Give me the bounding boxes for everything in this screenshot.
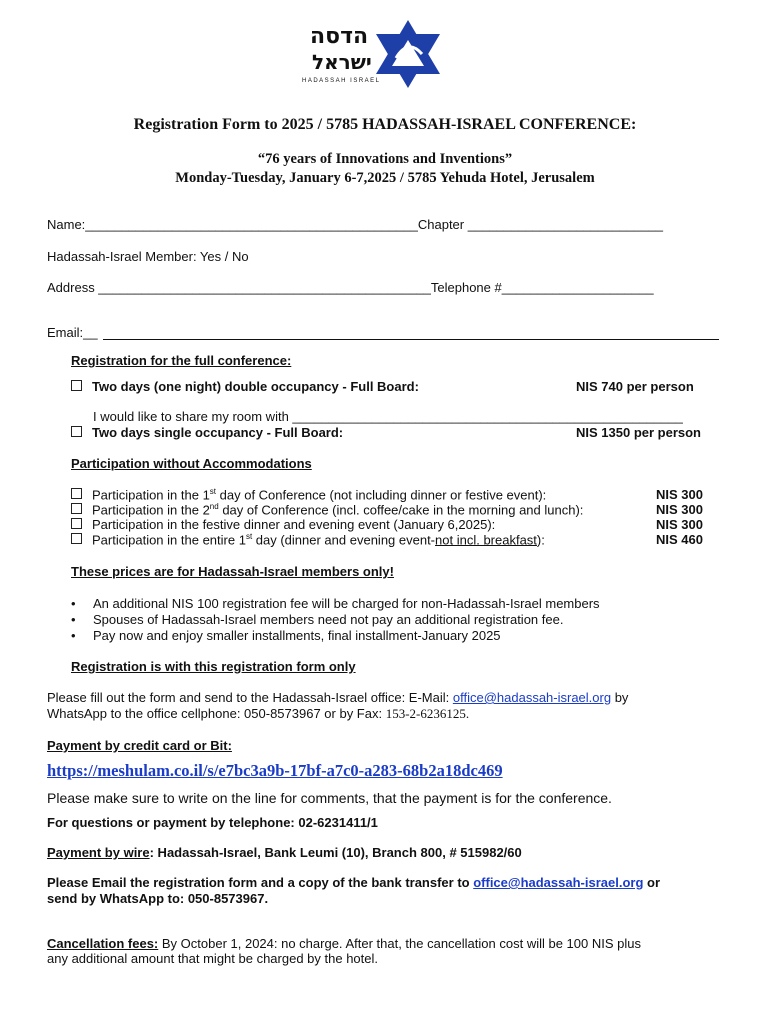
day2-option[interactable] — [71, 502, 583, 517]
day1-label-a: Participation in the 1 — [92, 487, 210, 503]
email-transfer-line1 — [47, 875, 660, 890]
double-occupancy-label: Two days (one night) double occupancy - Full Board: — [92, 379, 419, 394]
full-conference-heading: Registration for the full conference: — [71, 353, 292, 368]
entire-day1-label-b: day (dinner and evening event- — [252, 532, 436, 548]
day1-label-b: day of Conference (not including dinner or festive event): — [216, 487, 547, 503]
conference-date-venue: Monday-Tuesday, January 6-7,2025 / 5785 Yehuda Hotel, Jerusalem — [175, 170, 595, 186]
day2-label-a: Participation in the 2 — [92, 502, 210, 518]
fax-number: 153-2-6236125. — [385, 706, 470, 721]
day2-label-b: day of Conference (incl. coffee/cake in the morning and lunch): — [218, 502, 584, 518]
logo-hebrew-line1: הדסה — [310, 24, 369, 49]
page-title: Registration Form to 2025 / 5785 HADASSAH-ISRAEL CONFERENCE: — [133, 116, 637, 133]
double-occupancy-option[interactable] — [71, 379, 419, 394]
bullet-text-1: An additional NIS 100 registration fee will be charged for non-Hadassah-Israel members — [93, 596, 600, 611]
cancellation-line2: any additional amount that might be charged by the hotel. — [47, 951, 378, 966]
cancellation-text1: By October 1, 2024: no charge. After that, the cancellation cost will be 100 NIS plus — [158, 936, 641, 951]
cancellation-label: Cancellation fees: — [47, 936, 159, 951]
email-transfer-line2: send by WhatsApp to: 050-8573967. — [47, 891, 269, 906]
entire-day1-label-a: Participation in the entire 1 — [92, 532, 246, 548]
single-occupancy-price: NIS 1350 per person — [576, 425, 701, 440]
payment-url-link[interactable]: https://meshulam.co.il/s/e7bc3a9b-17bf-a7c0-a283-68b2a18dc469 — [47, 761, 503, 780]
email-field-label: Email:__ — [47, 325, 98, 340]
no-accommodation-heading: Participation without Accommodations — [71, 456, 312, 471]
logo-hebrew-line2: ישראל — [312, 50, 372, 74]
email-field-line[interactable] — [103, 339, 719, 340]
wire-payment-line — [47, 845, 522, 860]
single-occupancy-option[interactable] — [71, 425, 343, 440]
hadassah-israel-logo — [300, 18, 450, 90]
festive-dinner-label: Participation in the festive dinner and evening event (January 6,2025): — [92, 517, 496, 532]
name-chapter-field[interactable]: Name:______________________________________________Chapter ___________________________ — [47, 217, 663, 232]
wire-details: : Hadassah-Israel, Bank Leumi (10), Branch 800, # 515982/60 — [149, 845, 522, 860]
bullet-text-2: Spouses of Hadassah-Israel members need not pay an additional registration fee. — [93, 612, 564, 627]
cancellation-line1 — [47, 936, 641, 951]
single-occupancy-label: Two days single occupancy - Full Board: — [92, 425, 344, 440]
entire-day1-option[interactable] — [71, 532, 545, 547]
registration-line1-end: by — [611, 690, 629, 705]
wire-label: Payment by wire — [47, 845, 150, 860]
day1-checkbox[interactable] — [71, 488, 82, 499]
transfer-email-link[interactable]: office@hadassah-israel.org — [473, 875, 644, 890]
day2-sup: nd — [209, 502, 219, 511]
list-item — [71, 628, 501, 643]
entire-day1-checkbox[interactable] — [71, 533, 82, 544]
double-occupancy-checkbox[interactable] — [71, 380, 82, 391]
email-transfer-text: Please Email the registration form and a copy of the bank transfer to — [47, 875, 474, 890]
entire-day1-price: NIS 460 — [656, 532, 703, 547]
festive-dinner-price: NIS 300 — [656, 517, 703, 532]
day1-sup: st — [209, 487, 217, 496]
day1-price: NIS 300 — [656, 487, 703, 502]
address-telephone-field[interactable]: Address ______________________________________________Telephone #_____________________ — [47, 280, 654, 295]
registration-instructions-line1 — [47, 690, 628, 705]
day2-checkbox[interactable] — [71, 503, 82, 514]
office-email-link[interactable]: office@hadassah-israel.org — [452, 690, 612, 705]
entire-day1-sup: st — [245, 532, 253, 541]
share-room-field[interactable]: I would like to share my room with ______________________________________________________ — [93, 409, 683, 424]
day1-option[interactable] — [71, 487, 546, 502]
bullet-text-3: Pay now and enjoy smaller installments, final installment-January 2025 — [93, 628, 501, 643]
members-only-note: These prices are for Hadassah-Israel members only! — [71, 564, 394, 579]
logo-caption: HADASSAH ISRAEL — [302, 78, 381, 84]
registration-line1-text: Please fill out the form and send to the Hadassah-Israel office: E-Mail: — [47, 690, 453, 705]
double-occupancy-price: NIS 740 per person — [576, 379, 694, 394]
member-field[interactable]: Hadassah-Israel Member: Yes / No — [47, 249, 249, 264]
registration-heading: Registration is with this registration form only — [71, 659, 356, 674]
list-item — [71, 596, 600, 611]
entire-day1-label-c: not incl. breakfast — [435, 532, 537, 548]
single-occupancy-checkbox[interactable] — [71, 426, 82, 437]
payment-note: Please make sure to write on the line for comments, that the payment is for the conference. — [47, 790, 612, 806]
entire-day1-label-d: ): — [536, 532, 545, 548]
phone-payment-line: For questions or payment by telephone: 02-6231411/1 — [47, 815, 378, 830]
day2-price: NIS 300 — [656, 502, 703, 517]
festive-dinner-option[interactable] — [71, 517, 495, 532]
list-item — [71, 612, 563, 627]
payment-heading: Payment by credit card or Bit: — [47, 738, 232, 753]
conference-theme: “76 years of Innovations and Inventions” — [257, 151, 513, 167]
registration-instructions-line2 — [47, 706, 469, 722]
registration-line2-text: WhatsApp to the office cellphone: 050-8573967 or by Fax: — [47, 706, 386, 721]
festive-dinner-checkbox[interactable] — [71, 518, 82, 529]
email-transfer-or: or — [643, 875, 661, 890]
